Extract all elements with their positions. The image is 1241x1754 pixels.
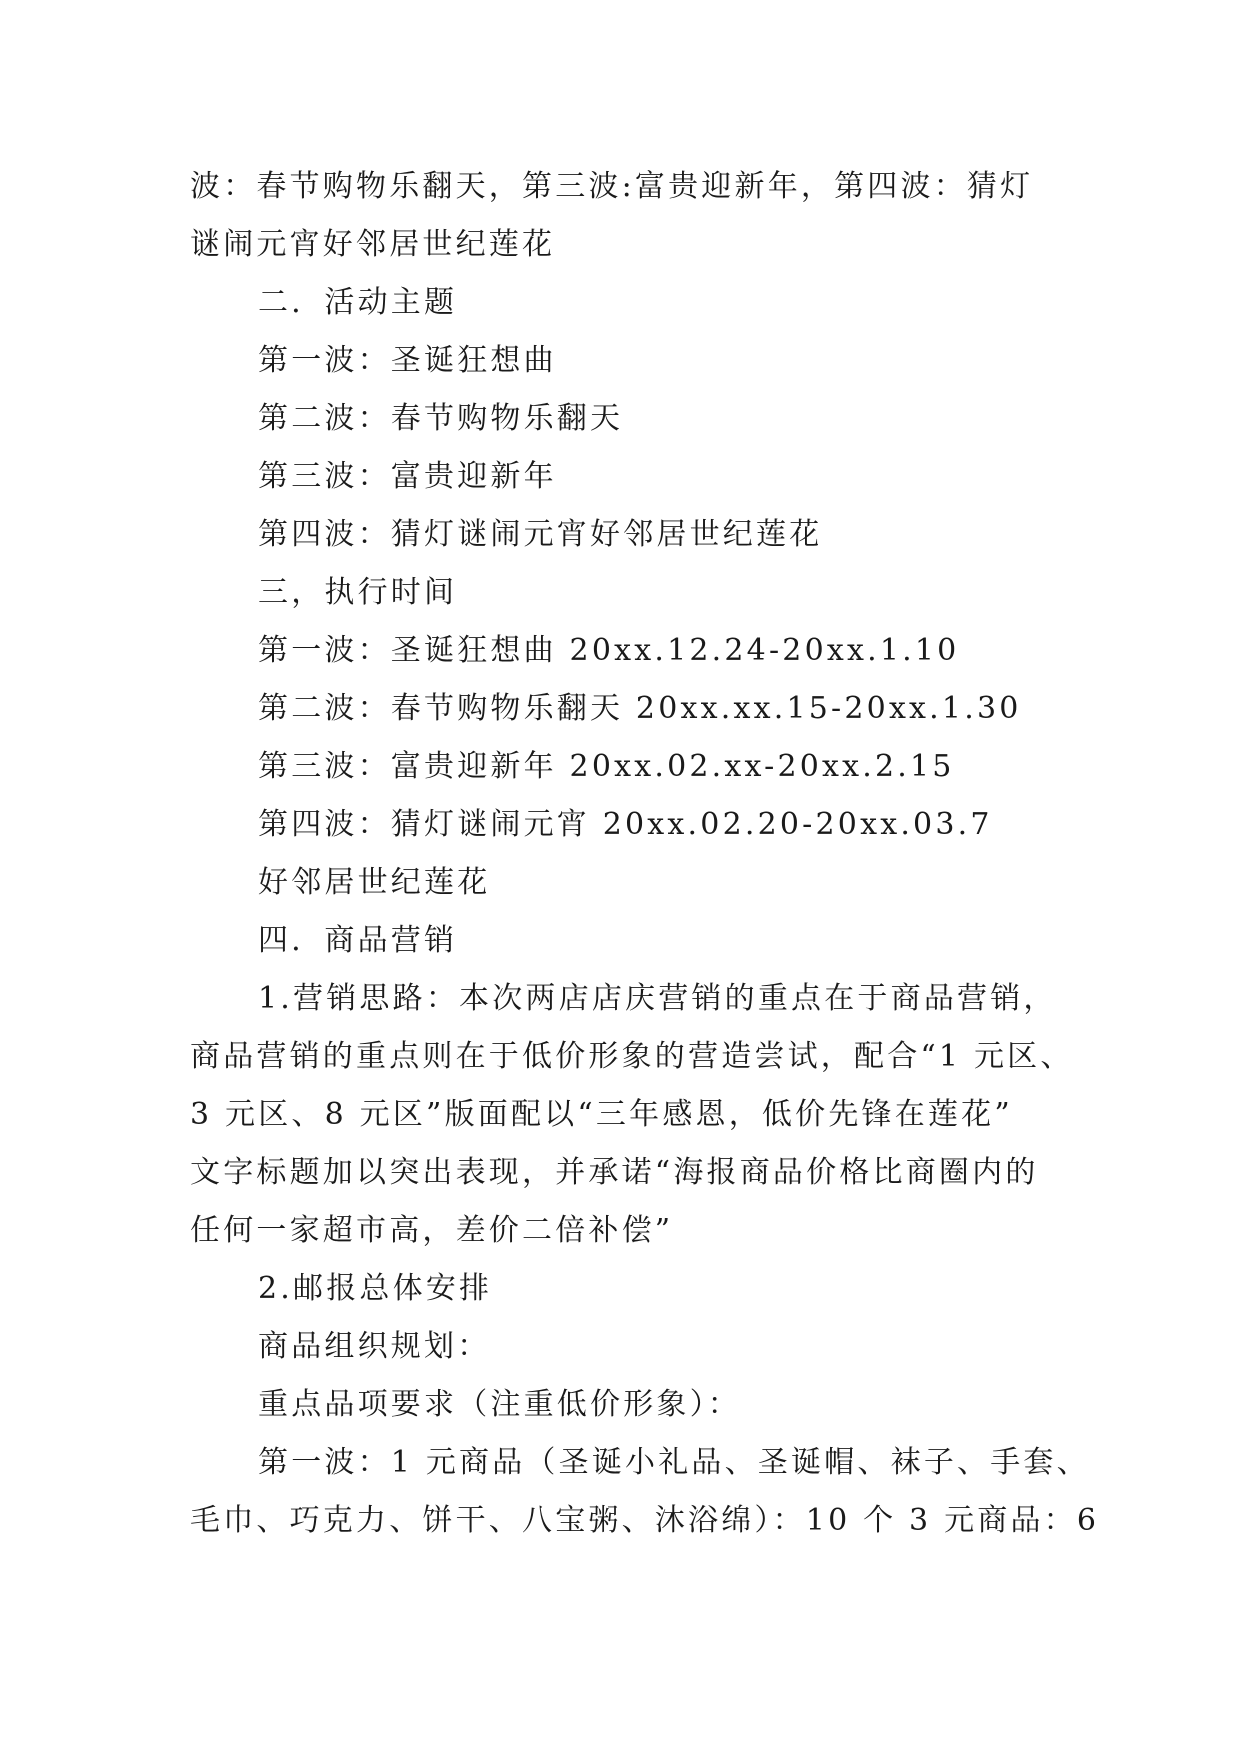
paragraph-line: 商品营销的重点则在于低价形象的营造尝试，配合“1 元区、 — [190, 1039, 1074, 1074]
paragraph-line: 重点品项要求（注重低价形象）： — [258, 1387, 741, 1422]
section-heading: 四．商品营销 — [258, 923, 458, 958]
paragraph-line: 任何一家超市高，差价二倍补偿” — [190, 1213, 674, 1248]
section-heading: 三，执行时间 — [258, 575, 458, 610]
list-item: 第二波：春节购物乐翻天 — [258, 401, 624, 436]
paragraph-line: 商品组织规划： — [258, 1329, 491, 1364]
list-item: 第四波：猜灯谜闹元宵 20xx.02.20-20xx.03.7 — [258, 807, 993, 842]
paragraph-line: 1.营销思路：本次两店店庆营销的重点在于商品营销， — [258, 981, 1057, 1016]
paragraph-line: 波：春节购物乐翻天，第三波:富贵迎新年，第四波：猜灯 — [190, 169, 1034, 204]
list-item: 第一波：圣诞狂想曲 20xx.12.24-20xx.1.10 — [258, 633, 960, 668]
paragraph-line: 3 元区、8 元区”版面配以“三年感恩，低价先锋在莲花” — [190, 1097, 1013, 1132]
paragraph-line: 毛巾、巧克力、饼干、八宝粥、沐浴绵）：10 个 3 元商品：6 — [190, 1503, 1100, 1538]
paragraph-line: 第一波：1 元商品（圣诞小礼品、圣诞帽、袜子、手套、 — [258, 1445, 1090, 1480]
document-page — [190, 158, 1100, 1550]
list-item: 第三波：富贵迎新年 — [258, 459, 557, 494]
paragraph-line: 文字标题加以突出表现，并承诺“海报商品价格比商圈内的 — [190, 1155, 1039, 1190]
list-item: 第三波：富贵迎新年 20xx.02.xx-20xx.2.15 — [258, 749, 955, 784]
list-item: 第一波：圣诞狂想曲 — [258, 343, 557, 378]
paragraph-line: 谜闹元宵好邻居世纪莲花 — [190, 227, 556, 262]
section-heading: 二．活动主题 — [258, 285, 458, 320]
list-item: 好邻居世纪莲花 — [258, 865, 491, 900]
list-item: 第四波：猜灯谜闹元宵好邻居世纪莲花 — [258, 517, 823, 552]
list-item: 第二波：春节购物乐翻天 20xx.xx.15-20xx.1.30 — [258, 691, 1022, 726]
subsection-heading: 2.邮报总体安排 — [258, 1271, 493, 1306]
